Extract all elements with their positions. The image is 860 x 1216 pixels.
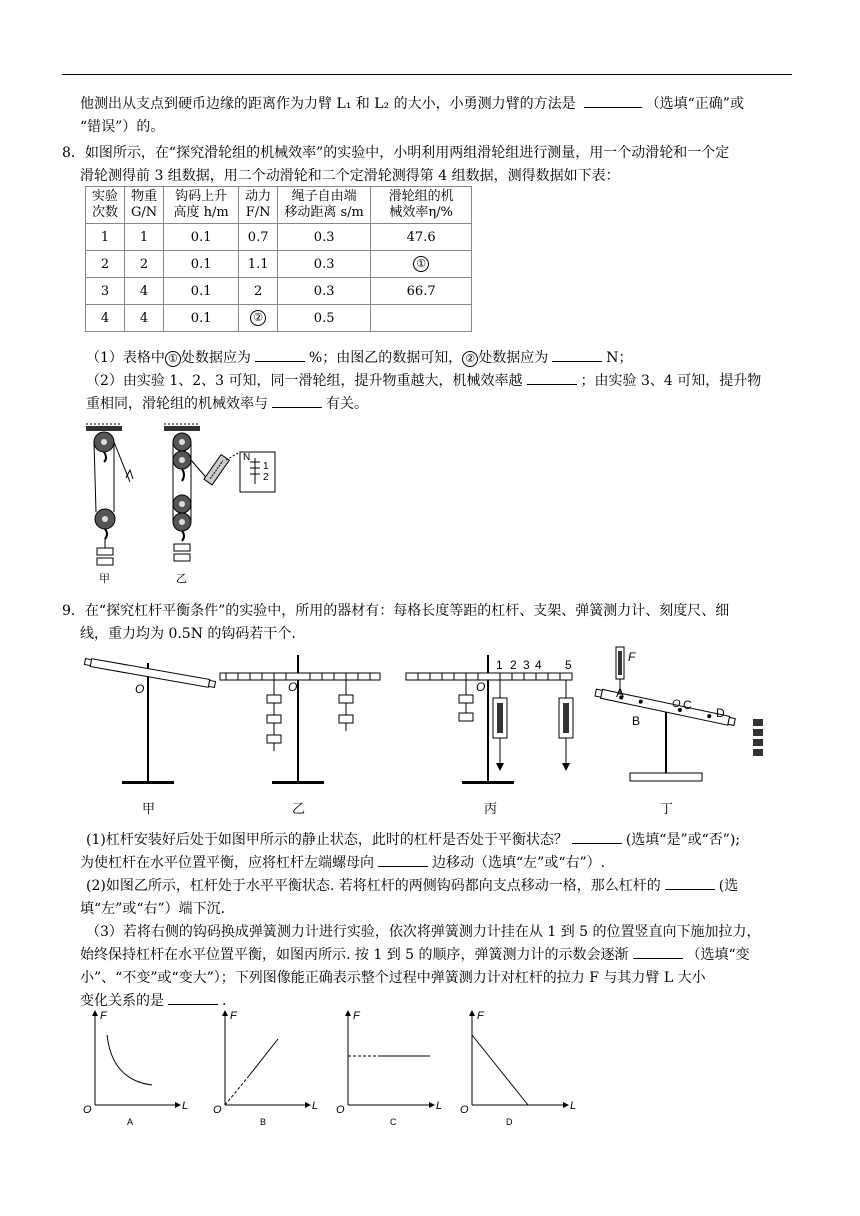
svg-text:3: 3	[523, 658, 530, 672]
figure-label-yi: 乙	[176, 573, 187, 585]
graph-d	[460, 1010, 576, 1127]
q9-sub3-line1: （3）若将右侧的钩码换成弹簧测力计进行实验，依次将弹簧测力计挂在从 1 到 5 的位置竖直向下施加拉力，	[86, 924, 761, 940]
answer-blank[interactable]	[584, 94, 642, 108]
graph-a	[83, 1010, 188, 1127]
svg-text:O: O	[288, 680, 298, 694]
table-row: 3 4 0.1 2 0.3 66.7	[86, 278, 472, 305]
svg-text:L: L	[182, 1100, 189, 1112]
q9-sub3-line2: 始终保持杠杆在水平位置平衡，如图丙所示. 按 1 到 5 的顺序，弹簧测力计的示数会逐渐 （选填“变	[80, 947, 750, 963]
answer-blank[interactable]	[527, 371, 577, 385]
graph-c	[336, 1010, 442, 1127]
svg-text:丁: 丁	[660, 801, 674, 816]
svg-text:O: O	[476, 680, 486, 694]
circled-mark-1: ①	[413, 256, 429, 272]
svg-text:2: 2	[510, 658, 517, 672]
answer-blank[interactable]	[272, 394, 322, 408]
svg-text:B: B	[260, 1117, 267, 1127]
graph-b	[213, 1010, 318, 1127]
svg-text:2: 2	[263, 472, 269, 483]
lever-bing	[406, 655, 573, 816]
q9-sub2-line2: 填“左”或“右”）端下沉.	[80, 901, 226, 917]
svg-text:5: 5	[565, 658, 572, 672]
lever-ding	[595, 647, 763, 816]
svg-text:O: O	[336, 1104, 345, 1116]
svg-text:1: 1	[263, 461, 269, 472]
table-header-cell: 绳子自由端 移动距离 s/m	[278, 187, 371, 224]
svg-text:C: C	[683, 698, 692, 712]
svg-text:D: D	[506, 1117, 513, 1127]
svg-text:O: O	[135, 682, 145, 696]
svg-text:O: O	[672, 698, 681, 710]
svg-text:N: N	[243, 452, 251, 463]
spring-scale-icon	[204, 455, 229, 485]
q9-sub1-line1: (1)杠杆安装好后处于如图甲所示的静止状态，此时的杠杆是否处于平衡状态？ (选填“是”或“否”);	[86, 832, 741, 848]
circled-mark-2: ②	[250, 310, 266, 326]
svg-text:F: F	[100, 1010, 107, 1022]
q9-sub3-line4: 变化关系的是 .	[80, 993, 227, 1009]
answer-blank[interactable]	[378, 853, 428, 867]
q9-stem-1: 9．在“探究杠杆平衡条件”的实验中，所用的器材有：每格长度等距的杠杆、支架、弹簧测力计、刻度尺、细	[62, 603, 730, 619]
svg-text:乙: 乙	[292, 801, 306, 816]
pulley-figures	[80, 422, 280, 587]
svg-text:O: O	[460, 1104, 469, 1116]
table-header-row	[86, 187, 472, 224]
svg-text:L: L	[312, 1100, 319, 1112]
q7-line2: “错误”）的。	[80, 119, 165, 135]
header-rule	[62, 74, 792, 75]
answer-blank[interactable]	[572, 830, 622, 844]
pulley-yi	[164, 424, 275, 585]
table-header-cell: 实验 次数	[86, 187, 125, 224]
lever-jia	[84, 658, 215, 816]
lever-yi	[220, 655, 380, 816]
table-header-cell: 滑轮组的机 械效率η/%	[371, 187, 472, 224]
answer-blank[interactable]	[665, 876, 715, 890]
answer-blank[interactable]	[633, 945, 683, 959]
table-header-cell: 动力 F/N	[239, 187, 278, 224]
q8-data-table	[85, 186, 472, 332]
svg-text:丙: 丙	[484, 801, 498, 816]
figure-label-jia: 甲	[99, 573, 110, 585]
q8-sub2-line1: （2）由实验 1、2、3 可知，同一滑轮组，提升物重越大，机械效率越 ；由实验 3、4 可知，提升物	[86, 373, 762, 389]
circled-mark-1: ①	[165, 351, 181, 367]
svg-text:A: A	[616, 686, 625, 700]
lever-figures	[80, 643, 780, 823]
force-arm-graphs	[80, 1005, 580, 1130]
svg-text:4: 4	[535, 658, 542, 672]
svg-text:A: A	[127, 1117, 134, 1127]
svg-text:F: F	[353, 1010, 360, 1022]
q9-stem-2: 线，重力均为 0.5N 的钩码若干个.	[80, 626, 296, 642]
answer-blank[interactable]	[255, 348, 305, 362]
q8-stem-2: 滑轮测得前 3 组数据，用二个动滑轮和二个定滑轮测得第 4 组数据，测得数据如下表：	[80, 168, 620, 184]
svg-text:甲: 甲	[142, 801, 156, 816]
svg-text:O: O	[83, 1104, 92, 1116]
q9-sub2-line1: (2)如图乙所示，杠杆处于水平平衡状态. 若将杠杆的两侧钩码都向支点移动一格，那么杠杆的 (选	[86, 878, 739, 894]
svg-text:B: B	[632, 714, 641, 728]
table-row: 2 2 0.1 1.1 0.3 ①	[86, 251, 472, 278]
q8-sub2-line2: 重相同，滑轮组的机械效率与 有关。	[86, 396, 368, 412]
svg-text:O: O	[213, 1104, 222, 1116]
answer-blank[interactable]	[168, 991, 218, 1005]
circled-mark-2: ②	[462, 351, 478, 367]
q7-line1: 他测出从支点到硬币边缘的距离作为力臂 L₁ 和 L₂ 的大小，小勇测力臂的方法是 （选填“正确”或	[80, 96, 744, 112]
q9-sub1-line2: 为使杠杆在水平位置平衡，应将杠杆左端螺母向 边移动（选填“左”或“右”）.	[80, 855, 606, 871]
svg-text:L: L	[570, 1100, 577, 1112]
pulley-jia	[86, 424, 133, 585]
svg-text:F: F	[628, 650, 636, 664]
q9-sub3-line3: 小”、“不变”或“变大”）；下列图像能正确表示整个过程中弹簧测力计对杠杆的拉力 F 与其力臂 L 大小	[80, 970, 706, 986]
svg-text:C: C	[390, 1117, 397, 1127]
svg-text:L: L	[436, 1100, 443, 1112]
q8-stem-1: 8．如图所示，在“探究滑轮组的机械效率”的实验中，小明利用两组滑轮组进行测量，用一个动滑轮和一个定	[62, 145, 730, 161]
answer-blank[interactable]	[552, 348, 602, 362]
svg-text:F: F	[477, 1010, 484, 1022]
q8-sub1: （1）表格中 ① 处数据应为 %；由图乙的数据可知， ② 处数据应为 N；	[86, 350, 633, 366]
svg-text:1: 1	[496, 658, 503, 672]
svg-text:F: F	[230, 1010, 237, 1022]
table-row: 4 4 0.1 ② 0.5	[86, 305, 472, 332]
svg-text:D: D	[716, 706, 725, 720]
table-header-cell: 物重 G/N	[125, 187, 164, 224]
table-row: 1 1 0.1 0.7 0.3 47.6	[86, 224, 472, 251]
table-header-cell: 钩码上升 高度 h/m	[164, 187, 239, 224]
